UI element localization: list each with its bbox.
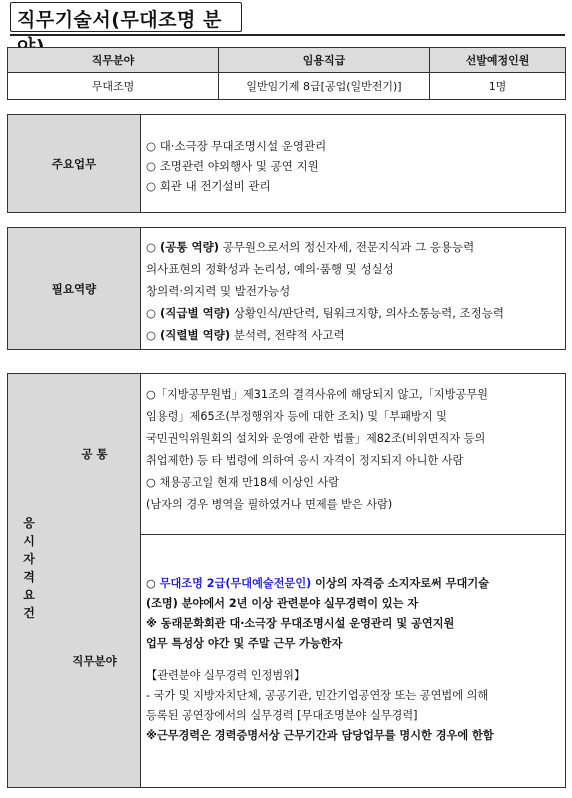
common-line: (남자의 경우 병역을 필하였거나 면제를 받은 사람) xyxy=(146,498,393,511)
qualification-label-cell xyxy=(8,374,50,787)
header-grade: 임용직급 xyxy=(219,48,430,73)
job-field-body xyxy=(146,574,559,746)
competency-label: 필요역량 xyxy=(8,228,141,349)
duty-line: ○ 조명관련 야외행사 및 공연 지원 xyxy=(146,159,319,173)
title-box xyxy=(10,2,242,32)
job-field-label: 직무분야 xyxy=(49,534,141,787)
summary-data-row xyxy=(8,73,566,100)
competency-line: 의사표현의 정확성과 논리성, 예의·품행 및 성실성 xyxy=(146,262,394,276)
page-title: 직무기술서(무대조명 분 xyxy=(17,9,222,31)
competency-line: ○ (공통 역량) 공무원으로서의 정신자세, 전문지식과 그 응용능력 xyxy=(146,240,475,254)
range-note: ※근무경력은 경력증명서상 근무기간과 담당업무를 명시한 경우에 한함 xyxy=(146,729,494,742)
main-duties-body xyxy=(146,136,559,196)
cell-grade: 일반임기제 8급[공업(일반전기)] xyxy=(219,73,430,100)
competency-line: 창의력·의지력 및 발전가능성 xyxy=(146,284,291,298)
duty-line: ○ 회관 내 전기설비 관리 xyxy=(146,179,271,193)
summary-header-row xyxy=(8,48,566,73)
common-line: 임용령」제65조(부정행위자 등에 대한 조치) 및「부패방지 및 xyxy=(146,410,447,423)
common-line: 국민권익위원회의 설치와 운영에 관한 법률」제82조(비위면직자 등의 xyxy=(146,432,486,445)
competency-section xyxy=(7,227,566,350)
range-line: - 국가 및 지방자치단체, 공공기관, 민간기업공연장 또는 공연법에 의해 xyxy=(146,689,489,702)
header-count: 선발예정인원 xyxy=(430,48,566,73)
competency-line: ○ (직급별 역량) 상황인식/판단력, 팀워크지향, 의사소통능력, 조정능력 xyxy=(146,306,504,320)
cell-field: 무대조명 xyxy=(8,73,219,100)
qualification-section xyxy=(7,373,566,788)
competency-body xyxy=(146,236,559,346)
note-line: 업무 특성상 야간 및 주말 근무 가능한자 xyxy=(146,637,343,650)
note-line: ※ 동래문화회관 대‧소극장 무대조명시설 운영관리 및 공연지원 xyxy=(146,617,455,630)
duty-line: ○ 대‧소극장 무대조명시설 운영관리 xyxy=(146,139,327,153)
cell-count: 1명 xyxy=(430,73,566,100)
range-title: 【관련분야 실무경력 인정범위】 xyxy=(146,669,306,682)
summary-table xyxy=(7,47,566,100)
requirement-line: ○ 무대조명 2급(무대예술전문인) 이상의 자격증 소지자로써 무대기술 xyxy=(146,577,489,590)
common-label: 공 통 xyxy=(49,374,141,535)
row-divider xyxy=(140,534,565,535)
range-line: 등록된 공연장에서의 실무경력 [무대조명분야 실무경력] xyxy=(146,709,418,722)
header-field: 직무분야 xyxy=(8,48,219,73)
requirement-line: (조명) 분야에서 2년 이상 관련분야 실무경력이 있는 자 xyxy=(146,597,419,610)
title-underline xyxy=(10,34,565,36)
qualification-label: 응시자격요건 xyxy=(23,516,35,620)
common-line: ○ 채용공고일 현재 만18세 이상인 사람 xyxy=(146,476,340,489)
common-line: ○「지방공무원법」제31조의 결격사유에 해당되지 않고,「지방공무원 xyxy=(146,388,488,401)
competency-line: ○ (직렬별 역량) 분석력, 전략적 사고력 xyxy=(146,328,345,342)
common-line: 취업제한) 등 타 법령에 의하여 응시 자격이 정지되지 아니한 사람 xyxy=(146,454,464,467)
common-body xyxy=(146,384,559,516)
main-duties-section xyxy=(7,114,566,213)
main-duties-label: 주요업무 xyxy=(8,115,141,212)
